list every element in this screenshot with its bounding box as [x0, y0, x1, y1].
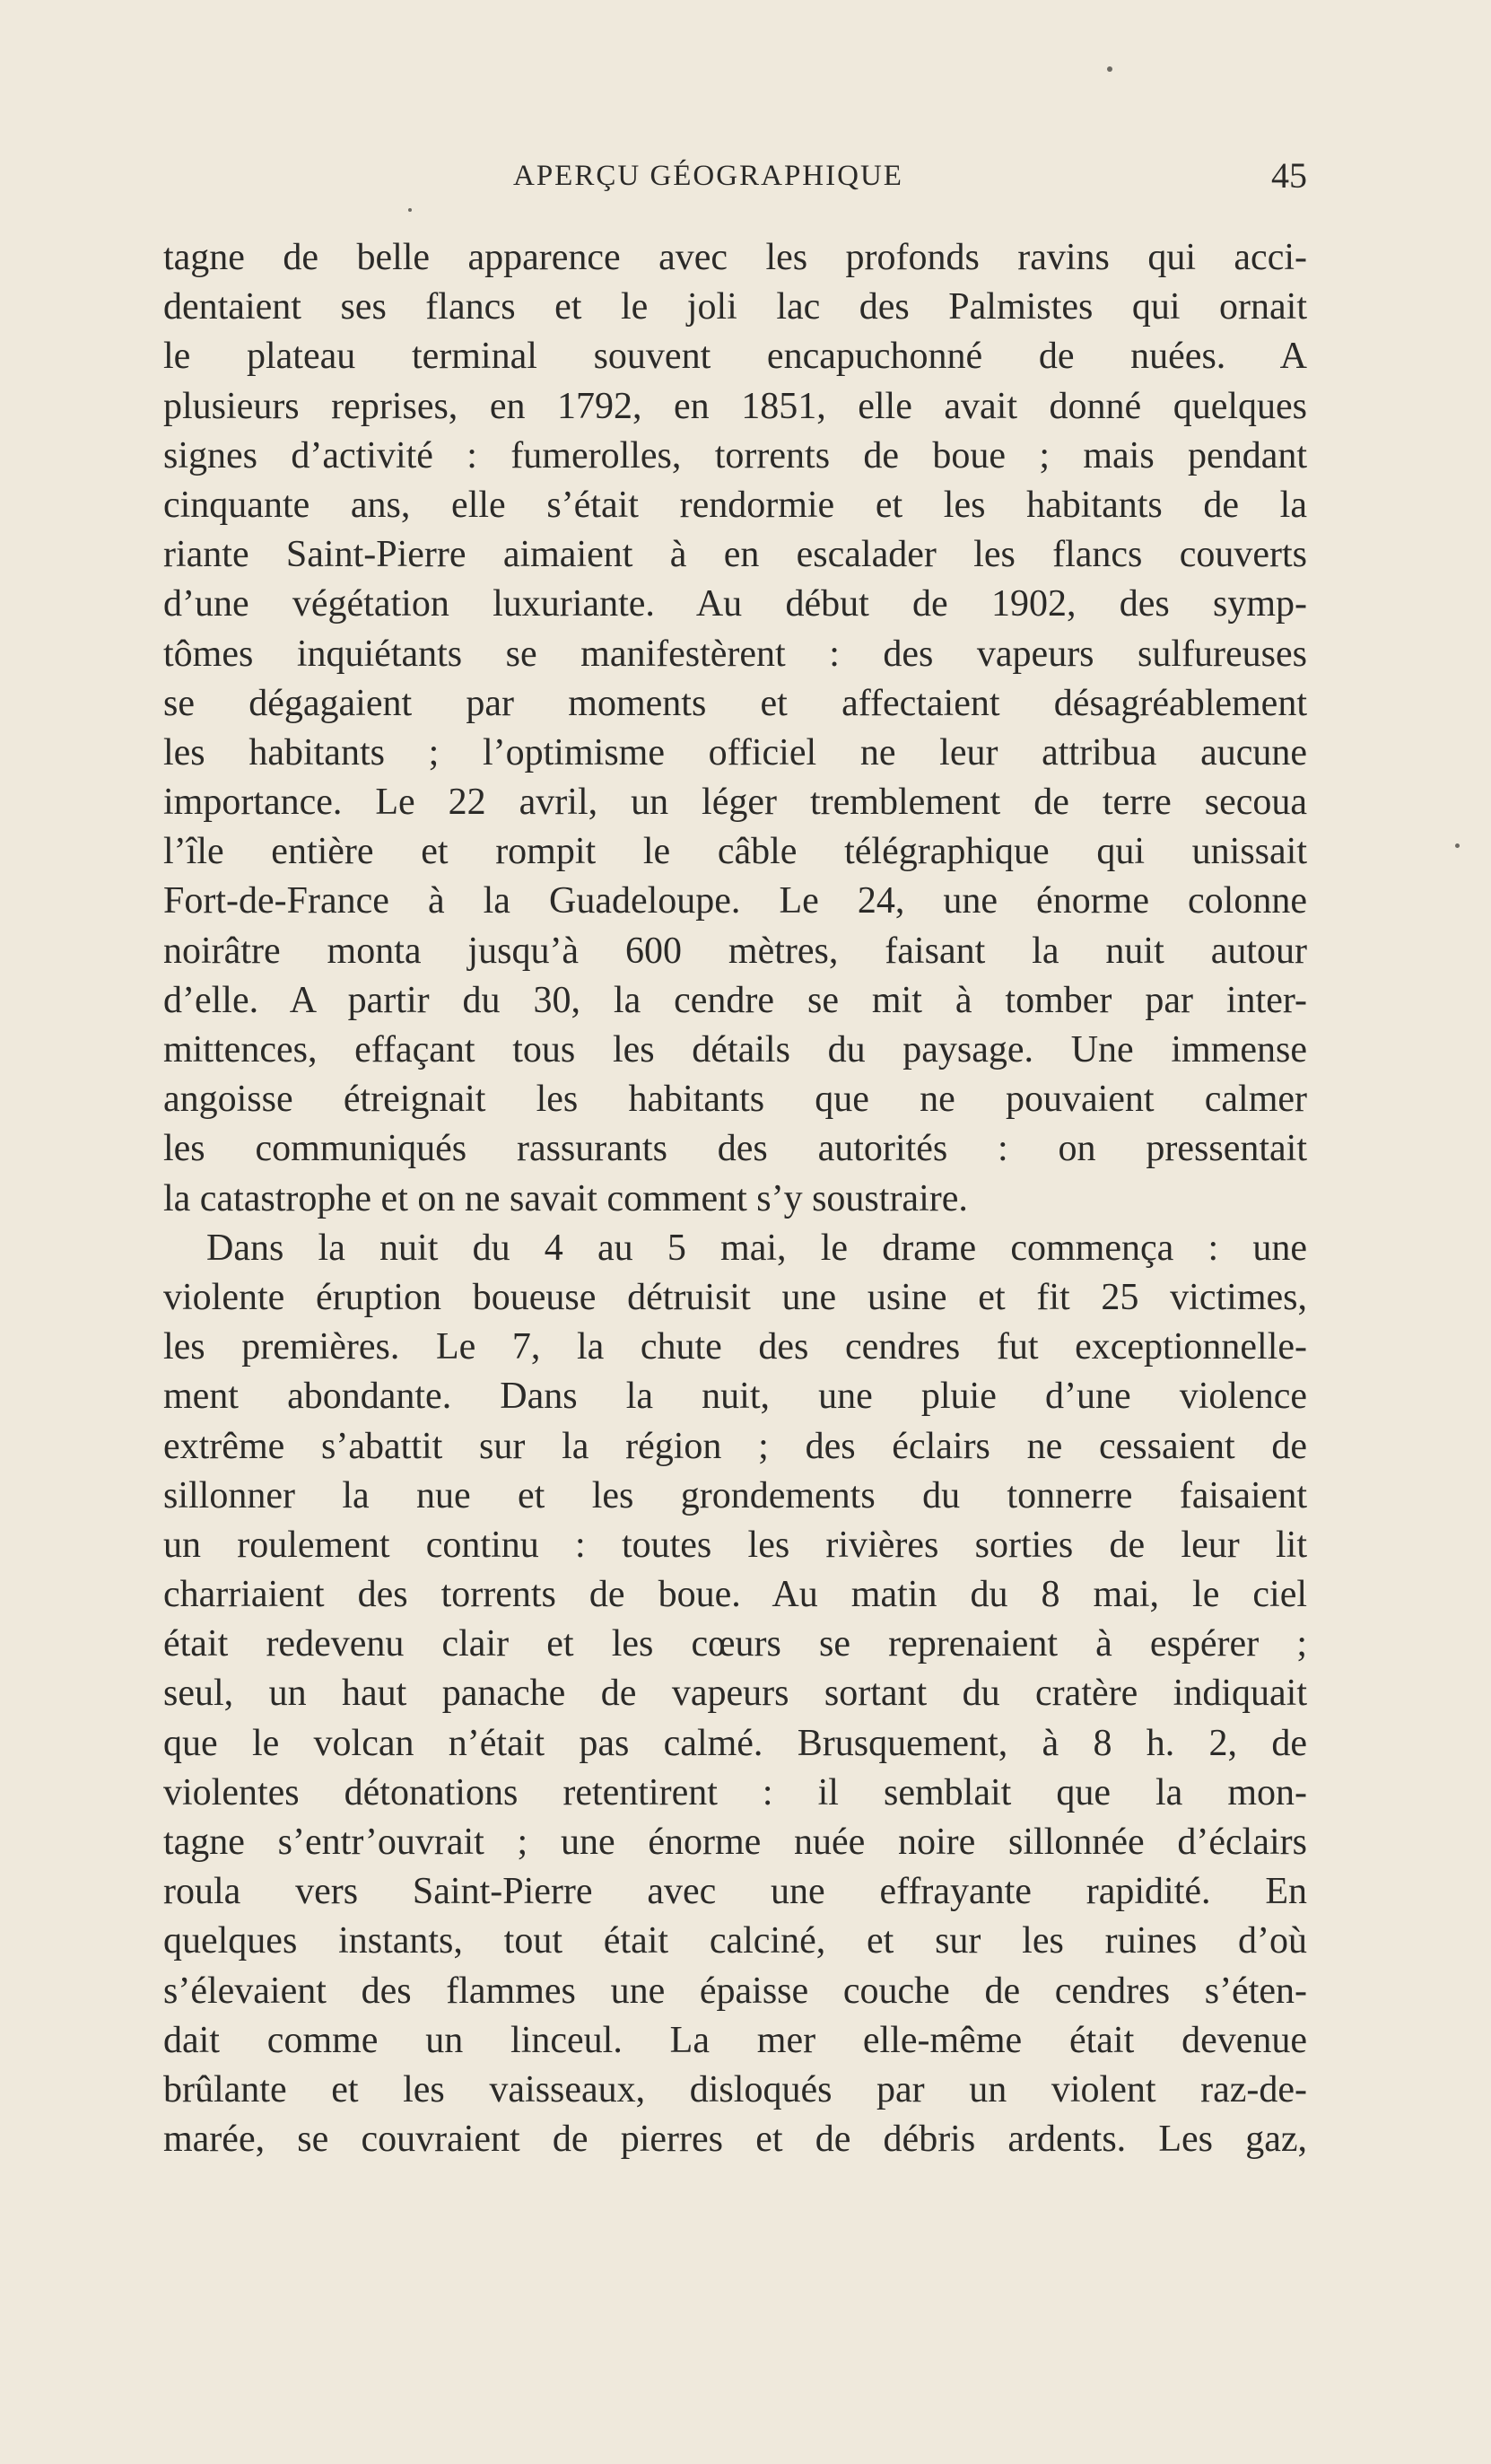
text-line: se dégagaient par moments et affectaient désagréablement: [163, 682, 1307, 724]
ink-speck: [408, 208, 412, 212]
text-line: charriaient des torrents de boue. Au matin du 8 mai, le ciel: [163, 1574, 1307, 1616]
text-line: angoisse étreignait les habitants que ne pouvaient calmer: [163, 1079, 1307, 1121]
text-line: noirâtre monta jusqu’à 600 mètres, faisant la nuit autour: [163, 930, 1307, 972]
page-header: [163, 151, 1307, 201]
text-line: d’elle. A partir du 30, la cendre se mit à tomber par inter-: [163, 979, 1307, 1021]
text-line: que le volcan n’était pas calmé. Brusquement, à 8 h. 2, de: [163, 1722, 1307, 1764]
text-line: le plateau terminal souvent encapuchonné de nuées. A: [163, 336, 1307, 378]
text-line: brûlante et les vaisseaux, disloqués par un violent raz-de-: [163, 2068, 1307, 2110]
running-title: APERÇU GÉOGRAPHIQUE: [513, 160, 903, 192]
text-line: violentes détonations retentirent : il semblait que la mon-: [163, 1771, 1307, 1813]
ink-speck: [1107, 66, 1112, 72]
text-line: tagne de belle apparence avec les profonds ravins qui acci-: [163, 237, 1307, 278]
text-line: dentaient ses flancs et le joli lac des Palmistes qui ornait: [163, 286, 1307, 328]
text-line: était redevenu clair et les cœurs se reprenaient à espérer ;: [163, 1623, 1307, 1665]
page-number: 45: [1271, 155, 1307, 196]
text-line: violente éruption boueuse détruisit une usine et fit 25 victimes,: [163, 1276, 1307, 1318]
text-line: importance. Le 22 avril, un léger tremblement de terre secoua: [163, 782, 1307, 824]
text-line: mittences, effaçant tous les détails du paysage. Une immense: [163, 1029, 1307, 1070]
text-line: l’île entière et rompit le câble télégraphique qui unissait: [163, 831, 1307, 873]
text-line: dait comme un linceul. La mer elle-même était devenue: [163, 2019, 1307, 2061]
text-line: quelques instants, tout était calciné, et sur les ruines d’où: [163, 1920, 1307, 1962]
text-line: s’élevaient des flammes une épaisse couche de cendres s’éten-: [163, 1970, 1307, 2012]
text-line: sillonner la nue et les grondements du tonnerre faisaient: [163, 1474, 1307, 1516]
text-line: tagne s’entr’ouvrait ; une énorme nuée noire sillonnée d’éclairs: [163, 1822, 1307, 1863]
text-line: extrême s’abattit sur la région ; des éclairs ne cessaient de: [163, 1425, 1307, 1467]
text-line: roula vers Saint-Pierre avec une effrayante rapidité. En: [163, 1871, 1307, 1913]
text-line: un roulement continu : toutes les rivières sorties de leur lit: [163, 1524, 1307, 1566]
text-line: Fort-de-France à la Guadeloupe. Le 24, une énorme colonne: [163, 880, 1307, 922]
text-line: riante Saint-Pierre aimaient à en escalader les flancs couverts: [163, 534, 1307, 576]
text-line: signes d’activité : fumerolles, torrents de boue ; mais pendant: [163, 434, 1307, 476]
text-line: tômes inquiétants se manifestèrent : des vapeurs sulfureuses: [163, 633, 1307, 675]
text-line: les habitants ; l’optimisme officiel ne leur attribua aucune: [163, 731, 1307, 773]
ink-speck: [1455, 843, 1460, 848]
text-line: Dans la nuit du 4 au 5 mai, le drame commença : une: [206, 1227, 1307, 1269]
text-line: cinquante ans, elle s’était rendormie et les habitants de la: [163, 484, 1307, 526]
body-text: [163, 233, 1307, 2164]
text-line: seul, un haut panache de vapeurs sortant du cratère indiquait: [163, 1673, 1307, 1715]
text-line: ment abondante. Dans la nuit, une pluie d’une violence: [163, 1376, 1307, 1418]
text-line: la catastrophe et on ne savait comment s’y soustraire.: [163, 1177, 968, 1219]
text-line: les communiqués rassurants des autorités : on pressentait: [163, 1128, 1307, 1170]
text-line: les premières. Le 7, la chute des cendres fut exceptionnelle-: [163, 1326, 1307, 1368]
text-line: marée, se couvraient de pierres et de débris ardents. Les gaz,: [163, 2119, 1307, 2161]
text-line: d’une végétation luxuriante. Au début de 1902, des symp-: [163, 583, 1307, 625]
text-line: plusieurs reprises, en 1792, en 1851, elle avait donné quelques: [163, 385, 1307, 427]
